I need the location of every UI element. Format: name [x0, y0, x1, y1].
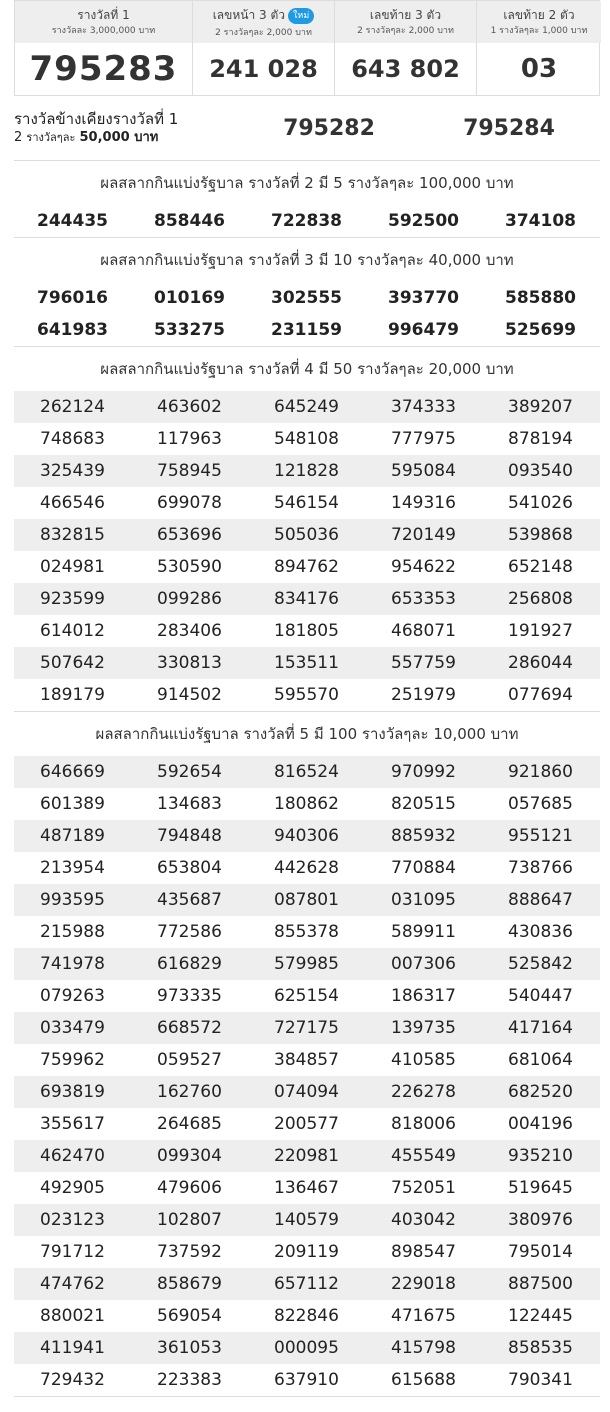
table-row — [14, 1332, 600, 1364]
prize-number: 325439 — [40, 461, 105, 481]
prize-number: 794848 — [157, 826, 222, 846]
prize-number: 645249 — [274, 397, 339, 417]
prize-number: 601389 — [40, 794, 105, 814]
prize-number: 256808 — [508, 589, 573, 609]
prize-number: 790341 — [508, 1370, 573, 1390]
prize-number: 213954 — [40, 858, 105, 878]
prize-number: 615688 — [391, 1370, 456, 1390]
prize-number: 162760 — [157, 1082, 222, 1102]
back2-column — [477, 1, 601, 95]
prize-number: 215988 — [40, 922, 105, 942]
table-row — [14, 679, 600, 711]
prize-number: 136467 — [274, 1178, 339, 1198]
prize-number: 283406 — [157, 621, 222, 641]
prize-number: 519645 — [508, 1178, 573, 1198]
prize-number: 093540 — [508, 461, 573, 481]
prize-number: 816524 — [274, 762, 339, 782]
prize-number: 463602 — [157, 397, 222, 417]
back3-number: 643 802 — [351, 55, 460, 83]
prize-number: 121828 — [274, 461, 339, 481]
prize-number: 738766 — [508, 858, 573, 878]
table-row — [14, 980, 600, 1012]
prize-number: 057685 — [508, 794, 573, 814]
prize-number: 251979 — [391, 685, 456, 705]
prize-number: 878194 — [508, 429, 573, 449]
prize-number: 262124 — [40, 397, 105, 417]
prize-number: 010169 — [154, 288, 225, 308]
prize-number: 087801 — [274, 890, 339, 910]
prize-number: 540447 — [508, 986, 573, 1006]
prize-number: 435687 — [157, 890, 222, 910]
table-row — [14, 1140, 600, 1172]
table-row — [14, 1012, 600, 1044]
table-row — [14, 1364, 600, 1396]
prize-number: 191927 — [508, 621, 573, 641]
prize-rows — [14, 756, 600, 1396]
table-row — [14, 314, 600, 346]
table-row — [14, 583, 600, 615]
prize-number: 479606 — [157, 1178, 222, 1198]
prize-number: 592500 — [388, 211, 459, 231]
prize-number: 885932 — [391, 826, 456, 846]
prize-number: 758945 — [157, 461, 222, 481]
prize-number: 748683 — [40, 429, 105, 449]
table-row — [14, 391, 600, 423]
table-row — [14, 205, 600, 237]
table-row — [14, 1172, 600, 1204]
prize-number: 858535 — [508, 1338, 573, 1358]
first-prize-number: 795283 — [29, 49, 178, 89]
prize-number: 646669 — [40, 762, 105, 782]
prize-number: 525699 — [505, 320, 576, 340]
prize-number: 955121 — [508, 826, 573, 846]
prize-number: 023123 — [40, 1210, 105, 1230]
prize-rows — [14, 205, 600, 237]
front3-header — [193, 1, 334, 43]
prize-number: 898547 — [391, 1242, 456, 1262]
prize-number: 834176 — [274, 589, 339, 609]
prize-number: 791712 — [40, 1242, 105, 1262]
prize-number: 492905 — [40, 1178, 105, 1198]
front3-title: เลขหน้า 3 ตัว — [212, 8, 286, 22]
prize-number: 795014 — [508, 1242, 573, 1262]
first-prize-title: รางวัลที่ 1 — [77, 8, 130, 22]
prize-number: 954622 — [391, 557, 456, 577]
prize-number: 699078 — [157, 493, 222, 513]
near-prize-title: รางวัลข้างเคียงรางวัลที่ 1 — [14, 110, 179, 128]
prize-number: 921860 — [508, 762, 573, 782]
prize-number: 455549 — [391, 1146, 456, 1166]
prize-number: 462470 — [40, 1146, 105, 1166]
prize-number: 507642 — [40, 653, 105, 673]
prize-number: 140579 — [274, 1210, 339, 1230]
prize-number: 226278 — [391, 1082, 456, 1102]
prize-number: 231159 — [271, 320, 342, 340]
prize-number: 548108 — [274, 429, 339, 449]
near-prize-number: 795284 — [463, 115, 555, 141]
table-row — [14, 1204, 600, 1236]
prize-number: 923599 — [40, 589, 105, 609]
prize-number: 374333 — [391, 397, 456, 417]
back2-header — [477, 1, 601, 43]
new-badge: ใหม่ — [288, 8, 314, 24]
prize-number: 153511 — [274, 653, 339, 673]
table-row — [14, 1268, 600, 1300]
first-prize-sub: รางวัลละ 3,000,000 บาท — [51, 26, 156, 36]
prize-number: 286044 — [508, 653, 573, 673]
prize-number: 668572 — [157, 1018, 222, 1038]
prize-number: 223383 — [157, 1370, 222, 1390]
prize-number: 858679 — [157, 1274, 222, 1294]
table-row — [14, 455, 600, 487]
section-title: ผลสลากกินแบ่งรัฐบาล รางวัลที่ 5 มี 100 รางวัลๆละ 10,000 บาท — [95, 725, 519, 743]
table-row — [14, 519, 600, 551]
prize-number: 374108 — [505, 211, 576, 231]
back2-title: เลขท้าย 2 ตัว — [503, 8, 575, 22]
front3-column — [193, 1, 335, 95]
prize-number: 720149 — [391, 525, 456, 545]
prize-number: 389207 — [508, 397, 573, 417]
table-row — [14, 1076, 600, 1108]
prize-number: 832815 — [40, 525, 105, 545]
table-row — [14, 756, 600, 788]
prize2-section — [14, 161, 600, 238]
prize-number: 059527 — [157, 1050, 222, 1070]
prize-number: 625154 — [274, 986, 339, 1006]
prize-number: 471675 — [391, 1306, 456, 1326]
prize-number: 099304 — [157, 1146, 222, 1166]
prize-number: 653804 — [157, 858, 222, 878]
prize-number: 681064 — [508, 1050, 573, 1070]
prize-number: 820515 — [391, 794, 456, 814]
prize-rows — [14, 282, 600, 346]
back3-sub: 2 รางวัลๆละ 2,000 บาท — [357, 26, 454, 36]
near-prize-amount: 50,000 บาท — [79, 130, 159, 145]
prize-number: 772586 — [157, 922, 222, 942]
prize-number: 024981 — [40, 557, 105, 577]
prize-number: 074094 — [274, 1082, 339, 1102]
prize-number: 384857 — [274, 1050, 339, 1070]
table-row — [14, 423, 600, 455]
section-title: ผลสลากกินแบ่งรัฐบาล รางวัลที่ 3 มี 10 รางวัลๆละ 40,000 บาท — [100, 251, 514, 269]
prize-number: 770884 — [391, 858, 456, 878]
prize-number: 122445 — [508, 1306, 573, 1326]
prize-number: 682520 — [508, 1082, 573, 1102]
prize-number: 641983 — [37, 320, 108, 340]
prize-number: 759962 — [40, 1050, 105, 1070]
prize-number: 595084 — [391, 461, 456, 481]
table-row — [14, 1300, 600, 1332]
prize-number: 752051 — [391, 1178, 456, 1198]
table-row — [14, 788, 600, 820]
prize-number: 653696 — [157, 525, 222, 545]
prize-number: 993595 — [40, 890, 105, 910]
prize-number: 727175 — [274, 1018, 339, 1038]
prize-number: 180862 — [274, 794, 339, 814]
prize-number: 474762 — [40, 1274, 105, 1294]
prize-number: 181805 — [274, 621, 339, 641]
prize-number: 033479 — [40, 1018, 105, 1038]
prize-number: 330813 — [157, 653, 222, 673]
table-row — [14, 1236, 600, 1268]
section-title: ผลสลากกินแบ่งรัฐบาล รางวัลที่ 4 มี 50 รางวัลๆละ 20,000 บาท — [100, 360, 514, 378]
prize-number: 653353 — [391, 589, 456, 609]
prize-number: 430836 — [508, 922, 573, 942]
prize-number: 970992 — [391, 762, 456, 782]
prize-number: 585880 — [505, 288, 576, 308]
prize-number: 149316 — [391, 493, 456, 513]
table-row — [14, 820, 600, 852]
prize-number: 220981 — [274, 1146, 339, 1166]
prize-number: 302555 — [271, 288, 342, 308]
prize-number: 031095 — [391, 890, 456, 910]
table-row — [14, 487, 600, 519]
prize-number: 393770 — [388, 288, 459, 308]
prize-number: 741978 — [40, 954, 105, 974]
prize-number: 139735 — [391, 1018, 456, 1038]
prize-number: 940306 — [274, 826, 339, 846]
prize-number: 722838 — [271, 211, 342, 231]
prize-number: 657112 — [274, 1274, 339, 1294]
back3-header — [335, 1, 476, 43]
prize-number: 530590 — [157, 557, 222, 577]
back3-column — [335, 1, 477, 95]
prize-number: 380976 — [508, 1210, 573, 1230]
table-row — [14, 948, 600, 980]
prize-number: 466546 — [40, 493, 105, 513]
prize-number: 914502 — [157, 685, 222, 705]
prize-number: 595570 — [274, 685, 339, 705]
prize-number: 557759 — [391, 653, 456, 673]
prize-number: 403042 — [391, 1210, 456, 1230]
prize-number: 614012 — [40, 621, 105, 641]
prize-number: 693819 — [40, 1082, 105, 1102]
prize-number: 855378 — [274, 922, 339, 942]
prize-number: 525842 — [508, 954, 573, 974]
prize-number: 209119 — [274, 1242, 339, 1262]
prize-number: 592654 — [157, 762, 222, 782]
table-row — [14, 852, 600, 884]
prize-number: 887500 — [508, 1274, 573, 1294]
front3-number: 241 028 — [209, 55, 318, 83]
near-prize-label: รางวัลๆละ — [26, 131, 76, 144]
prize-number: 442628 — [274, 858, 339, 878]
near-prize-count: 2 — [14, 130, 23, 145]
prize-number: 880021 — [40, 1306, 105, 1326]
table-row — [14, 1108, 600, 1140]
prize-number: 102807 — [157, 1210, 222, 1230]
first-prize-header — [15, 1, 192, 43]
prize-number: 858446 — [154, 211, 225, 231]
back2-number: 03 — [520, 54, 558, 84]
prize-number: 099286 — [157, 589, 222, 609]
prize-number: 935210 — [508, 1146, 573, 1166]
prize-number: 415798 — [391, 1338, 456, 1358]
prize-number: 637910 — [274, 1370, 339, 1390]
prize-number: 004196 — [508, 1114, 573, 1134]
prize-number: 579985 — [274, 954, 339, 974]
prize-number: 737592 — [157, 1242, 222, 1262]
prize-number: 417164 — [508, 1018, 573, 1038]
prize-number: 796016 — [37, 288, 108, 308]
section-title: ผลสลากกินแบ่งรัฐบาล รางวัลที่ 2 มี 5 รางวัลๆละ 100,000 บาท — [100, 174, 514, 192]
prize-number: 616829 — [157, 954, 222, 974]
near-prize-number: 795282 — [283, 115, 375, 141]
table-row — [14, 551, 600, 583]
prize-number: 505036 — [274, 525, 339, 545]
back2-sub: 1 รางวัลๆละ 1,000 บาท — [490, 26, 588, 36]
table-row — [14, 282, 600, 314]
prize-rows — [14, 391, 600, 711]
prize-number: 888647 — [508, 890, 573, 910]
prize-number: 229018 — [391, 1274, 456, 1294]
prize-number: 189179 — [40, 685, 105, 705]
prize-number: 186317 — [391, 986, 456, 1006]
prize-number: 264685 — [157, 1114, 222, 1134]
first-prize-column — [15, 1, 193, 95]
prize-number: 079263 — [40, 986, 105, 1006]
prize3-section — [14, 238, 600, 347]
prize-number: 200577 — [274, 1114, 339, 1134]
prize-number: 487189 — [40, 826, 105, 846]
prize-number: 468071 — [391, 621, 456, 641]
lottery-results — [14, 0, 600, 1397]
prize-number: 000095 — [274, 1338, 339, 1358]
prize-number: 361053 — [157, 1338, 222, 1358]
near-first-prize — [14, 96, 600, 161]
top-prizes-table — [14, 0, 600, 96]
prize-number: 134683 — [157, 794, 222, 814]
prize-number: 894762 — [274, 557, 339, 577]
prize-number: 244435 — [37, 211, 108, 231]
table-row — [14, 647, 600, 679]
prize-number: 729432 — [40, 1370, 105, 1390]
prize-number: 411941 — [40, 1338, 105, 1358]
prize-number: 533275 — [154, 320, 225, 340]
prize-number: 818006 — [391, 1114, 456, 1134]
table-row — [14, 916, 600, 948]
prize-number: 541026 — [508, 493, 573, 513]
prize-number: 569054 — [157, 1306, 222, 1326]
prize-number: 546154 — [274, 493, 339, 513]
prize-number: 777975 — [391, 429, 456, 449]
table-row — [14, 884, 600, 916]
back3-title: เลขท้าย 3 ตัว — [369, 8, 442, 22]
prize-number: 117963 — [157, 429, 222, 449]
prize-number: 539868 — [508, 525, 573, 545]
table-row — [14, 1044, 600, 1076]
prize-number: 589911 — [391, 922, 456, 942]
prize-number: 355617 — [40, 1114, 105, 1134]
prize-number: 077694 — [508, 685, 573, 705]
prize-number: 822846 — [274, 1306, 339, 1326]
table-row — [14, 615, 600, 647]
prize-number: 410585 — [391, 1050, 456, 1070]
front3-sub: 2 รางวัลๆละ 2,000 บาท — [215, 28, 312, 38]
prize5-section — [14, 712, 600, 1397]
prize-number: 996479 — [388, 320, 459, 340]
prize4-section — [14, 347, 600, 712]
prize-number: 652148 — [508, 557, 573, 577]
prize-number: 007306 — [391, 954, 456, 974]
prize-number: 973335 — [157, 986, 222, 1006]
